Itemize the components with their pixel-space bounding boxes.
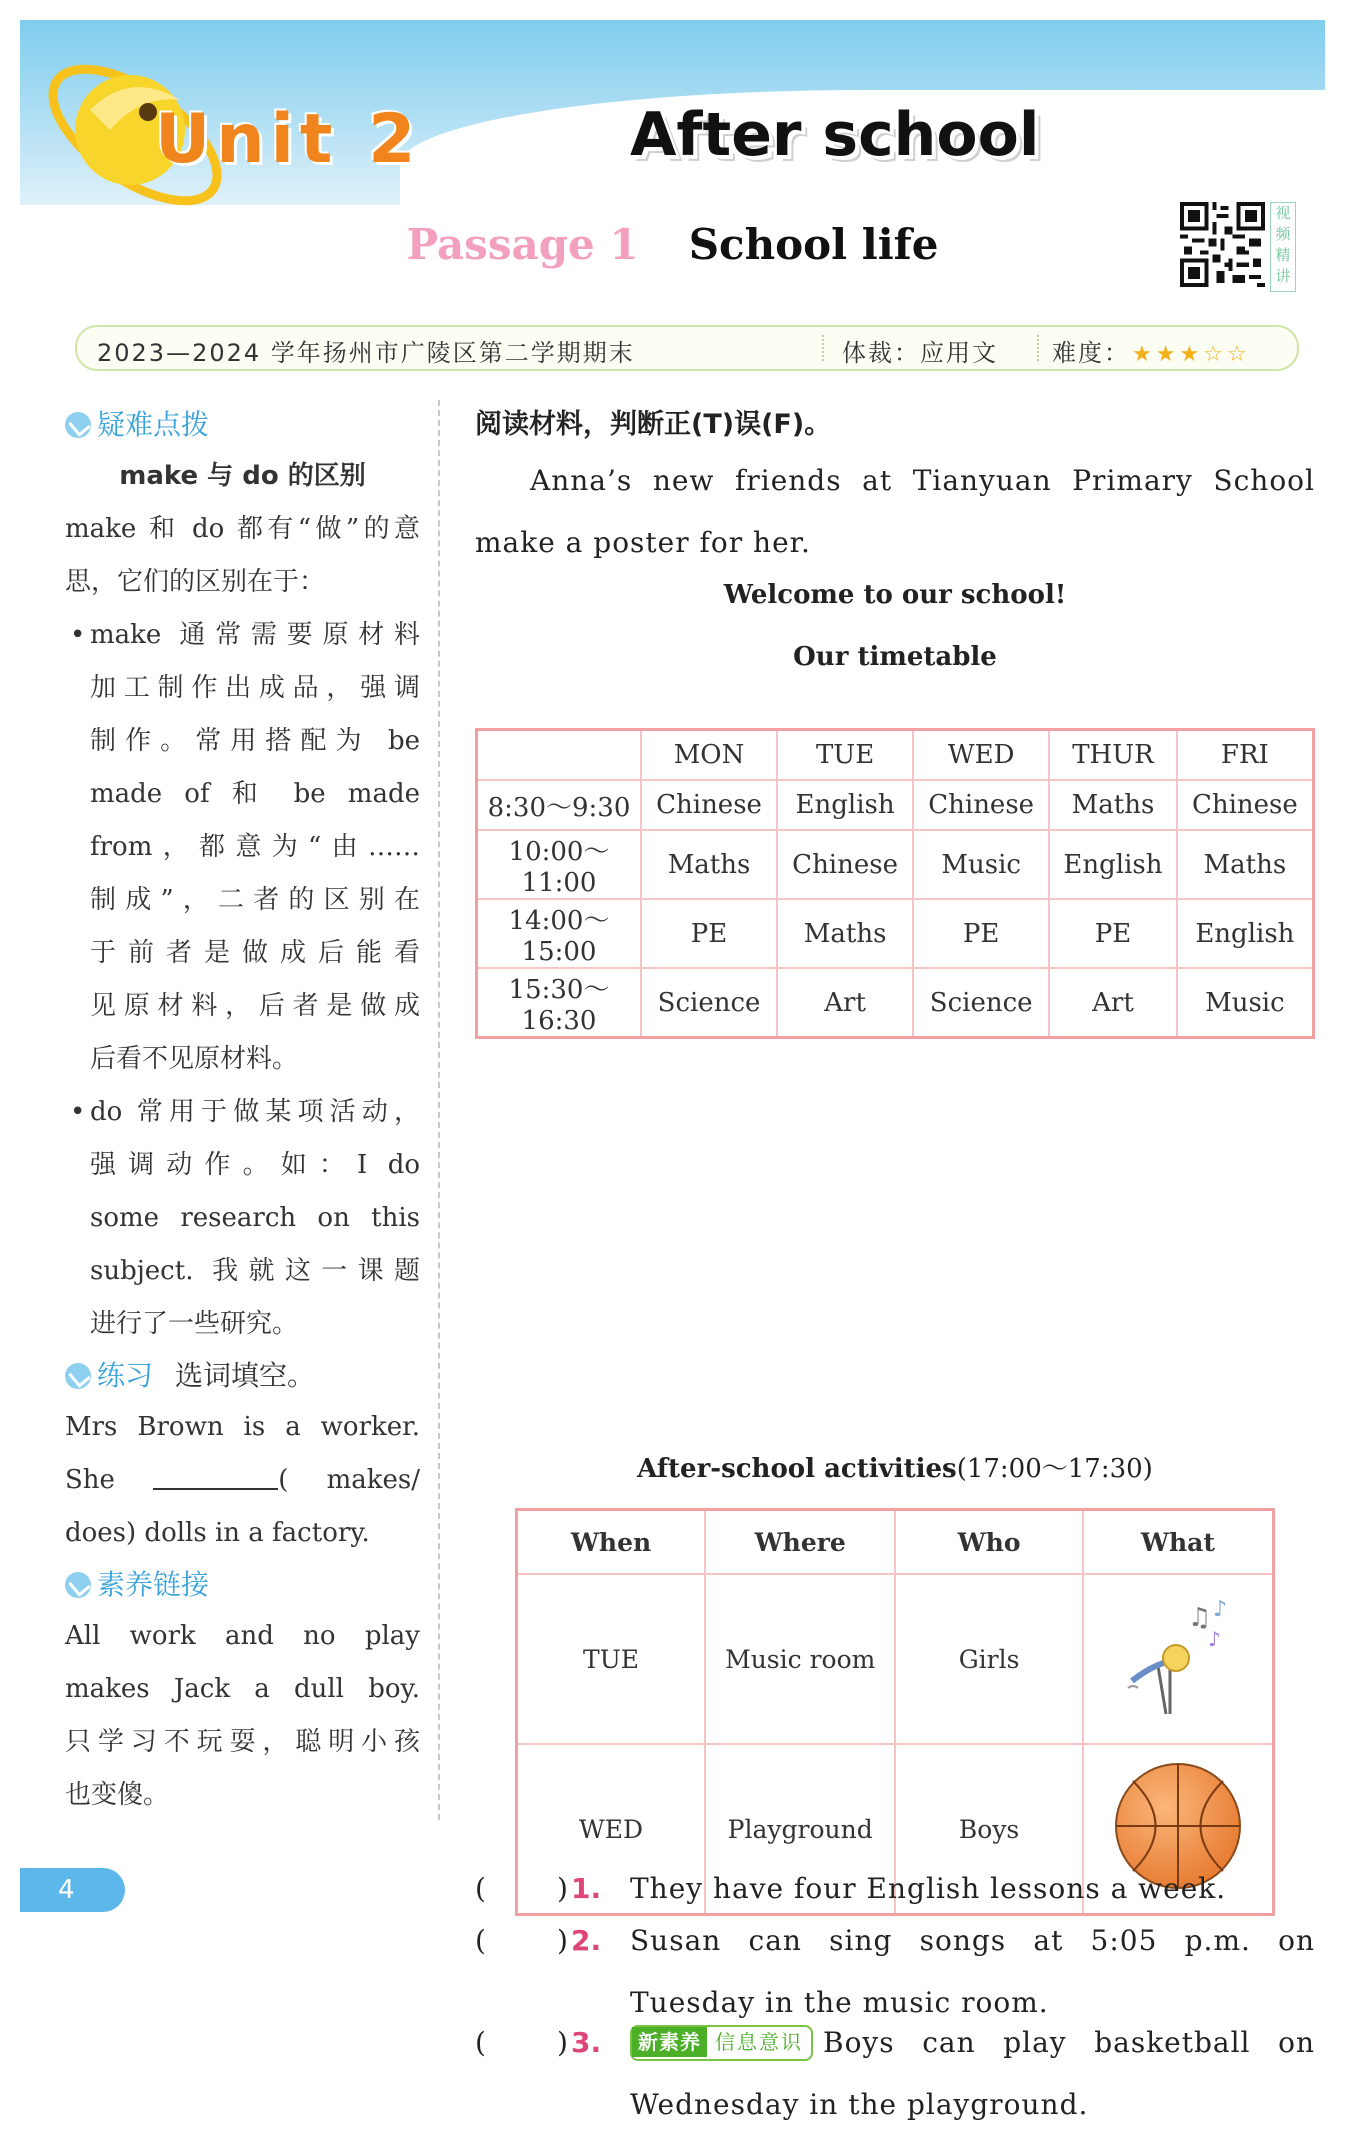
table-cell: Maths: [777, 899, 913, 968]
table-cell: Chinese: [777, 830, 913, 899]
timetable-heading: Our timetable: [793, 642, 997, 672]
time-cell: 15:30～16:30: [477, 968, 642, 1038]
answer-blank[interactable]: [153, 1458, 278, 1490]
info-bar: [75, 325, 1299, 371]
practice-instruction: 选词填空。: [175, 1359, 316, 1392]
question-number: 1.: [571, 1872, 602, 1905]
table-cell: Maths: [641, 830, 777, 899]
table-cell: Maths: [1049, 780, 1177, 830]
difficulty-label: 难度：: [1052, 339, 1130, 367]
link-line: makes Jack a dull boy.: [65, 1674, 420, 1704]
table-header-row: [517, 1510, 1274, 1575]
difficulty-stars: [1130, 339, 1249, 367]
link-heading: 素养链接: [65, 1560, 420, 1610]
svg-text:♫: ♫: [1187, 1603, 1212, 1633]
table-header-row: [477, 730, 1314, 781]
question-text: They have four English lessons a week.: [630, 1872, 1227, 1905]
table-cell: Maths: [1177, 830, 1314, 899]
bullet-line: 制成”，二者的区别在: [90, 885, 420, 915]
question-text: Tuesday in the music room.: [630, 1986, 1049, 2019]
practice-line: Mrs Brown is a worker.: [65, 1412, 420, 1442]
difficulty: [1052, 333, 1249, 368]
time-cell: 10:00～11:00: [477, 830, 642, 899]
practice-heading: 练习 选词填空。: [65, 1351, 420, 1401]
main-content: [475, 400, 1315, 2121]
timetable: [475, 728, 1315, 1039]
star-empty-icon: ☆: [1203, 342, 1225, 367]
table-cell: Playground: [705, 1744, 895, 1915]
intro-line: Anna’s new friends at Tianyuan Primary School: [530, 464, 1315, 497]
genre-text: 体裁：应用文: [842, 339, 998, 367]
unit-title: After school: [630, 100, 1040, 170]
star-filled-icon: ★: [1132, 342, 1154, 367]
table-cell: Music: [913, 830, 1049, 899]
table-cell: [477, 730, 642, 781]
star-filled-icon: ★: [1179, 342, 1202, 367]
tips-line: 思，它们的区别在于：: [65, 567, 326, 597]
bullet-line: 于前者是做成后能看: [90, 938, 420, 968]
question-text: Susan can sing songs at 5:05 p.m. on: [630, 1924, 1315, 1957]
table-cell: English: [777, 780, 913, 830]
bullet-line: 进行了一些研究。: [90, 1309, 299, 1339]
table-cell: PE: [913, 899, 1049, 968]
table-cell: Music room: [705, 1574, 895, 1744]
star-empty-icon: ☆: [1226, 342, 1249, 367]
bullet-line: • do 常用于做某项活动，: [65, 1086, 420, 1139]
instruction: 阅读材料，判断正(T)误(F)。: [475, 409, 832, 440]
left-sidebar: [65, 400, 420, 1822]
table-cell: WED: [517, 1744, 706, 1915]
day-header: MON: [641, 730, 777, 781]
table-cell: PE: [1049, 899, 1177, 968]
bullet-line: 后看不见原材料。: [90, 1044, 299, 1074]
workbook-page: [20, 20, 1325, 2121]
column-header: Where: [705, 1510, 895, 1575]
time-cell: 8:30～9:30: [477, 780, 642, 830]
question-number: 3.: [571, 2026, 602, 2059]
bullet-line: made of 和 be made: [90, 779, 420, 809]
qr-code-icon[interactable]: [1180, 202, 1265, 287]
bullet-line: from，都意为“由……: [90, 832, 420, 862]
table-cell: [1083, 1574, 1274, 1744]
passage-number: Passage 1: [406, 220, 639, 269]
table-cell: Chinese: [641, 780, 777, 830]
bullet-line: 见原材料，后者是做成: [90, 991, 420, 1021]
page-number: 4: [20, 1868, 125, 1912]
answer-paren-close: ): [557, 1924, 568, 1957]
info-divider: [822, 335, 824, 361]
tips-title: make 与 do 的区别: [119, 461, 366, 491]
bullet-line: 制作。常用搭配为 be: [90, 726, 420, 756]
welcome-heading: Welcome to our school!: [723, 580, 1067, 610]
table-cell: Science: [913, 968, 1049, 1038]
bullet-line: • make 通常需要原材料: [65, 609, 420, 662]
practice-line: does) dolls in a factory.: [65, 1518, 370, 1548]
microphone-music-icon: [1118, 1596, 1238, 1716]
answer-paren-open[interactable]: (: [475, 2026, 486, 2059]
table-cell: PE: [641, 899, 777, 968]
table-cell: English: [1049, 830, 1177, 899]
question-number: 2.: [571, 1924, 602, 1957]
table-row: [477, 830, 1314, 899]
day-header: THUR: [1049, 730, 1177, 781]
answer-paren-close: ): [557, 1872, 568, 1905]
table-cell: Boys: [895, 1744, 1082, 1915]
bullet-line: 加工制作出成品，强调: [90, 673, 420, 703]
unit-label: Unit 2: [155, 100, 422, 179]
table-cell: TUE: [517, 1574, 706, 1744]
intro-line: make a poster for her.: [475, 526, 811, 559]
table-row: [477, 968, 1314, 1038]
table-row: [477, 780, 1314, 830]
link-icon: [65, 1572, 91, 1598]
bullet-line: subject. 我就这一课题: [90, 1256, 420, 1286]
link-line: All work and no play: [65, 1621, 420, 1651]
link-line: 也变傻。: [65, 1780, 170, 1810]
info-divider: [1037, 335, 1039, 361]
svg-text:♪: ♪: [1212, 1597, 1227, 1622]
answer-paren-open[interactable]: (: [475, 1872, 486, 1905]
table-cell: Girls: [895, 1574, 1082, 1744]
day-header: FRI: [1177, 730, 1314, 781]
activities-table: [515, 1508, 1275, 1916]
star-filled-icon: ★: [1155, 342, 1178, 367]
answer-paren-open[interactable]: (: [475, 1924, 486, 1957]
literacy-tag: 新素养 信息意识: [630, 2025, 813, 2061]
column-header: When: [517, 1510, 706, 1575]
table-cell: Chinese: [1177, 780, 1314, 830]
table-cell: Art: [1049, 968, 1177, 1038]
table-row: [477, 899, 1314, 968]
source-text: 2023—2024 学年扬州市广陵区第二学期期末: [97, 339, 635, 367]
table-cell: Art: [777, 968, 913, 1038]
passage-title: School life: [688, 220, 939, 269]
question-text: Wednesday in the playground.: [630, 2088, 1089, 2121]
practice-line: She ( makes/: [65, 1454, 420, 1507]
activities-heading: After-school activities(17:00～17:30): [637, 1454, 1153, 1484]
bullet-line: some research on this: [90, 1203, 420, 1233]
question-text: 新素养 信息意识 Boys can play basketball on: [630, 2012, 1315, 2074]
table-cell: English: [1177, 899, 1314, 968]
link-line: 只学习不玩耍，聪明小孩: [65, 1727, 420, 1757]
pencil-icon: [65, 1363, 91, 1389]
intro-paragraph: [475, 450, 1315, 574]
table-cell: Chinese: [913, 780, 1049, 830]
table-row: [517, 1574, 1274, 1744]
column-divider: [438, 400, 440, 1820]
question-3: [475, 2012, 1315, 2136]
table-cell: Science: [641, 968, 777, 1038]
tips-heading: 疑难点拨: [65, 400, 420, 450]
time-cell: 14:00～15:00: [477, 899, 642, 968]
column-header: Who: [895, 1510, 1082, 1575]
day-header: TUE: [777, 730, 913, 781]
tips-line: make 和 do 都有“做”的意: [65, 514, 420, 544]
day-header: WED: [913, 730, 1049, 781]
column-header: What: [1083, 1510, 1274, 1575]
pencil-icon: [65, 412, 91, 438]
passage-heading: [20, 220, 1325, 269]
svg-text:♪: ♪: [1207, 1627, 1221, 1651]
answer-paren-close: ): [557, 2026, 568, 2059]
bullet-line: 强调动作。如：I do: [90, 1150, 420, 1180]
qr-label: 视频精讲: [1270, 202, 1296, 292]
table-cell: Music: [1177, 968, 1314, 1038]
